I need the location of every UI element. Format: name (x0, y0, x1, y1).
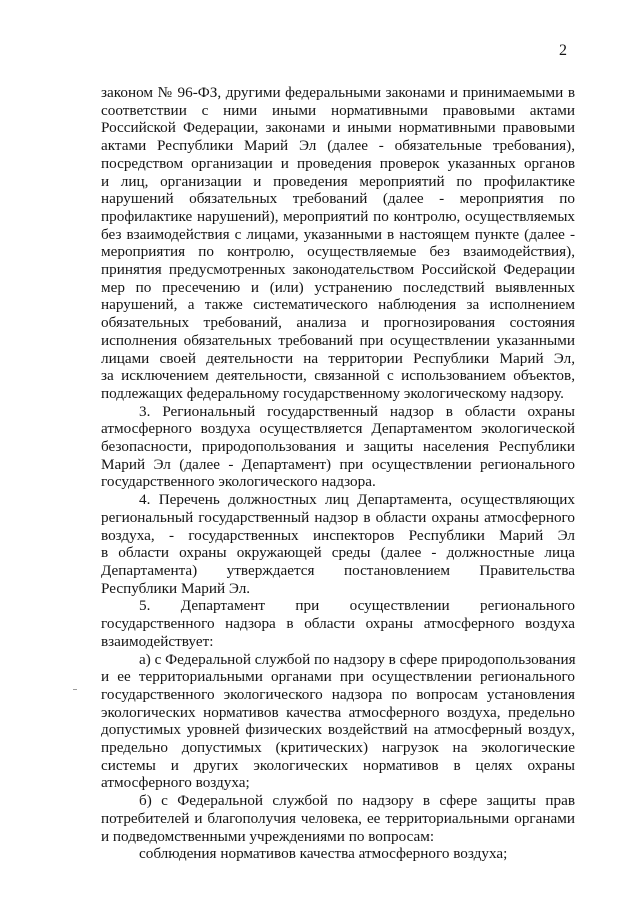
text-line: мер по пресечению и (или) устранению последствий выявленных (101, 278, 575, 296)
text-line: атмосферного воздуха; (101, 774, 250, 792)
text-line: региональный государственный надзор в области охраны атмосферного (101, 508, 575, 526)
text-line: профилактике нарушений), мероприятий по контролю, осуществляемых (101, 207, 575, 225)
paragraph-4 (101, 491, 575, 597)
paragraph-5a (101, 651, 575, 793)
text-line: взаимодействует: (101, 632, 214, 650)
text-line: допустимых уровней физических воздействий на атмосферный воздух, (101, 721, 575, 739)
document-body (101, 84, 575, 863)
text-line: Марий Эл (далее - Департамент) при осуществлении регионального (101, 455, 575, 473)
text-line: потребителей и благополучия человека, ее территориальными органами (101, 809, 575, 827)
text-line: мероприятия по контролю, осуществляемые без взаимодействия), (101, 243, 575, 261)
text-line: в области охраны окружающей среды (далее - должностные лица (101, 544, 575, 562)
text-line: соответствии с ними иными нормативными правовыми актами (101, 101, 575, 119)
text-line: Республики Марий Эл. (101, 579, 251, 597)
text-line: нарушений обязательных требований (далее - мероприятия по (101, 190, 575, 208)
text-line: посредством организации и проведения проверок указанных органов (101, 154, 575, 172)
text-line: Департамента) утверждается постановлением Правительства (101, 561, 575, 579)
text-line: законом № 96-ФЗ, другими федеральными законами и принимаемыми в (101, 84, 575, 101)
text-line: б) с Федеральной службой по надзору в сфере защиты прав (139, 792, 575, 810)
text-line: принятия предусмотренных законодательством Российской Федерации (101, 261, 575, 279)
text-line: нарушений, а также систематического наблюдения за исполнением (101, 296, 575, 314)
text-line: исполнения обязательных требований при осуществлении указанными (101, 331, 575, 349)
text-line: подлежащих федеральному государственному экологическому надзору. (101, 384, 564, 402)
text-line: 5. Департамент при осуществлении регионального (139, 597, 575, 615)
margin-mark (73, 689, 77, 690)
text-line: атмосферного воздуха осуществляется Департаментом экологической (101, 420, 575, 438)
paragraph-3 (101, 403, 575, 492)
paragraph-intro-continuation (101, 84, 575, 403)
text-line: а) с Федеральной службой по надзору в сфере природопользования (139, 650, 576, 668)
paragraph-5 (101, 597, 575, 650)
paragraph-5b (101, 792, 575, 845)
text-line: за исключением деятельности, связанной с использованием объектов, (101, 367, 575, 385)
text-line: обязательных требований, анализа и прогнозирования состояния (101, 314, 575, 332)
text-line: системы и других экологических нормативов в целях охраны (101, 756, 575, 774)
text-line: актами Республики Марий Эл (далее - обязательные требования), (101, 137, 575, 155)
text-line: лицами своей деятельности на территории Республики Марий Эл, (101, 349, 575, 367)
text-line: предельно допустимых (критических) нагрузок на экологические (101, 739, 575, 757)
text-line: соблюдения нормативов качества атмосферного воздуха; (139, 845, 508, 863)
text-line: Российской Федерации, законами и иными нормативными правовыми (101, 119, 575, 137)
text-line: 3. Региональный государственный надзор в области охраны (139, 402, 575, 420)
text-line: государственного экологического надзора по вопросам установления (101, 685, 575, 703)
text-line: воздуха, - государственных инспекторов Республики Марий Эл (101, 526, 575, 544)
text-line: без взаимодействия с лицами, указанными в настоящем пункте (далее - (101, 225, 575, 243)
paragraph-5b-item (101, 845, 575, 863)
text-line: 4. Перечень должностных лиц Департамента, осуществляющих (139, 491, 575, 509)
text-line: безопасности, природопользования и защиты населения Республики (101, 438, 575, 456)
text-line: и ее территориальными органами при осуществлении регионального (101, 668, 575, 686)
text-line: и лиц, организации и проведения мероприятий по профилактике (101, 172, 575, 190)
text-line: экологических нормативов качества атмосферного воздуха, предельно (101, 703, 575, 721)
page-number: 2 (559, 42, 567, 59)
text-line: государственного надзора в области охраны атмосферного воздуха (101, 615, 575, 633)
text-line: и подведомственными учреждениями по вопросам: (101, 827, 435, 845)
text-line: государственного экологического надзора. (101, 473, 376, 491)
